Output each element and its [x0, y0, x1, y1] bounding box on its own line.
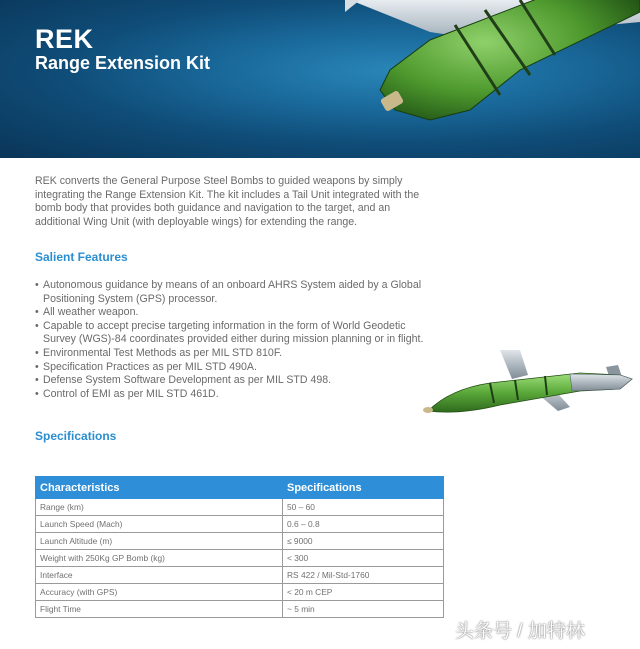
feature-item [35, 374, 435, 388]
page-subtitle: Range Extension Kit [35, 53, 211, 73]
specification-cell: ≤ 9000 [283, 533, 444, 550]
specifications-heading: Specifications [35, 429, 117, 443]
column-header-specifications: Specifications [283, 477, 444, 499]
feature-text: Capable to accept precise targeting information in the form of World Geodetic Survey (WGS)-84 coordinates provided either during mission planning or in flight. [43, 319, 424, 346]
characteristic-cell: Weight with 250Kg GP Bomb (kg) [36, 550, 283, 567]
feature-item [35, 361, 435, 375]
characteristic-cell: Launch Altitude (m) [36, 533, 283, 550]
header-banner [0, 0, 640, 158]
bullet-icon: • [35, 279, 39, 291]
bullet-icon: • [35, 360, 39, 373]
bullet-icon: • [35, 306, 39, 319]
specification-cell: 50 – 60 [283, 499, 444, 516]
table-header-row [36, 477, 444, 499]
table-row [36, 601, 444, 618]
features-list [35, 279, 435, 401]
table-row [36, 533, 444, 550]
characteristic-cell: Interface [36, 567, 283, 584]
table-row [36, 499, 444, 516]
specification-cell: < 20 m CEP [283, 584, 444, 601]
bullet-icon: • [35, 319, 39, 332]
feature-text: Control of EMI as per MIL STD 461D. [43, 387, 219, 400]
feature-text: Defense System Software Development as per MIL STD 498. [43, 374, 332, 387]
specification-cell: RS 422 / Mil-Std-1760 [283, 567, 444, 584]
bullet-icon: • [35, 374, 39, 387]
feature-item [35, 279, 435, 306]
feature-item [35, 306, 435, 320]
specifications-table [35, 476, 444, 618]
table-row [36, 567, 444, 584]
bullet-icon: • [35, 346, 39, 359]
watermark: 头条号 / 加特林 [455, 621, 585, 642]
specification-cell: 0.6 – 0.8 [283, 516, 444, 533]
feature-item [35, 320, 435, 347]
table-row [36, 584, 444, 601]
characteristic-cell: Range (km) [36, 499, 283, 516]
column-header-characteristics: Characteristics [36, 477, 283, 499]
table-row [36, 550, 444, 567]
guided-bomb-image [420, 345, 638, 425]
table-row [36, 516, 444, 533]
feature-text: All weather weapon. [43, 306, 139, 319]
characteristic-cell: Accuracy (with GPS) [36, 584, 283, 601]
feature-item [35, 347, 435, 361]
page-title: REK [35, 24, 94, 54]
salient-features-heading: Salient Features [35, 250, 128, 264]
feature-item [35, 388, 435, 402]
specification-cell: < 300 [283, 550, 444, 567]
intro-paragraph: REK converts the General Purpose Steel Bombs to guided weapons by simply integrating the Range Extension Kit. The kit includes a Tail Unit integrated with the bomb body that provides both guidance and navigation to the target, and an additional Wing Unit (with deployable wings) for extending the range. [35, 175, 420, 228]
bullet-icon: • [35, 387, 39, 400]
bomb-illustration [0, 0, 640, 158]
feature-text: Specification Practices as per MIL STD 490A. [43, 360, 257, 373]
characteristic-cell: Launch Speed (Mach) [36, 516, 283, 533]
characteristic-cell: Flight Time [36, 601, 283, 618]
specification-cell: ~ 5 min [283, 601, 444, 618]
feature-text: Autonomous guidance by means of an onboard AHRS System aided by a Global Positioning System (GPS) processor. [43, 279, 422, 305]
feature-text: Environmental Test Methods as per MIL STD 810F. [43, 346, 283, 359]
